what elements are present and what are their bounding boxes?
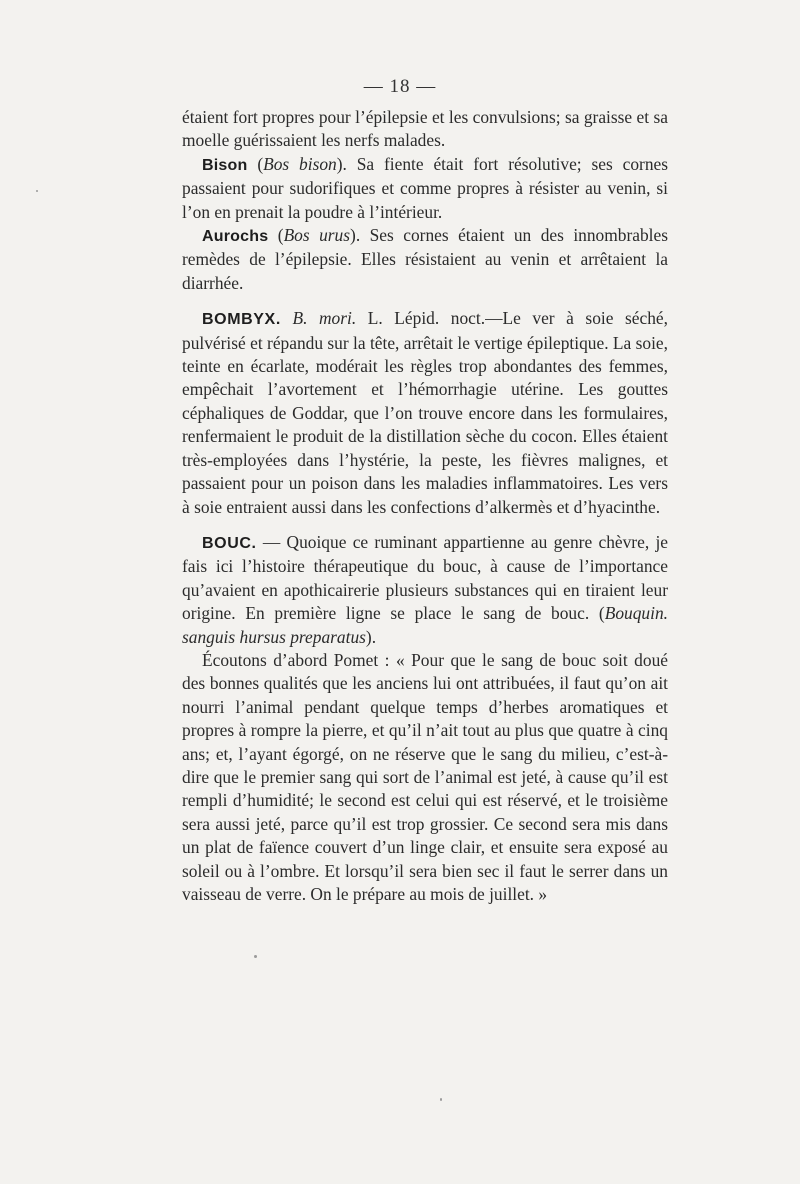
paragraph-text: . Ses cornes étaient un des innombrables remèdes de l’épilepsie. Elles résistaient au venin et arrêtaient la diarrhée. xyxy=(182,225,668,293)
paragraph-text: L. Lépid. noct.—Le ver à soie séché, pulvérisé et répandu sur la tête, arrêtait le vertige épileptique. La soie, teinte en écarlate, modérait les règles trop abondantes des femmes, empêchait l’avortement et l’hémorrhagie utérine. Les gouttes céphaliques de Goddar, que l’on trouve encore dans les formulaires, renfermaient le produit de la distillation sèche du cocon. Elles étaient très-employées dans l’hystérie, la peste, les fièvres malignes, et passaient pour un poison dans les maladies inflammatoires. Les vers à soie entraient aussi dans les confections d’alkermès et d’hyacinthe. xyxy=(182,308,668,517)
paragraph-bouc xyxy=(182,531,668,649)
paper-speck xyxy=(440,1098,442,1101)
latin-name: B. mori. xyxy=(280,308,357,329)
entry-heading-aurochs: Aurochs xyxy=(202,228,269,246)
entry-heading-bison: Bison xyxy=(202,156,248,174)
paper-speck xyxy=(36,190,38,192)
entry-heading-bouc: BOUC. xyxy=(202,534,257,552)
paragraph-aurochs xyxy=(182,224,668,295)
paragraph-text: étaient fort propres pour l’épilepsie et les convulsions; sa graisse et sa moelle guérissaient les nerfs malades. xyxy=(182,107,668,151)
paren-open: ( xyxy=(268,225,284,246)
latin-name: Bos urus xyxy=(283,225,351,246)
paragraph-end: . xyxy=(371,626,377,647)
paragraph-graisse xyxy=(182,106,668,153)
paragraph-pomet-quote xyxy=(182,649,668,906)
paragraph-text: . Sa fiente était fort résolutive; ses cornes passaient pour sudorifiques et comme propres à résister au venin, si l’on en prenait la poudre à l’intérieur. xyxy=(182,153,668,222)
paper-speck xyxy=(254,955,257,958)
paren-close: ) xyxy=(350,225,356,246)
paren-close: ) xyxy=(336,153,343,174)
entry-heading-bombyx: BOMBYX. xyxy=(202,311,281,329)
latin-name: Bouquin. sanguis hursus preparatus xyxy=(182,603,668,647)
paren-open: ( xyxy=(589,603,605,624)
paragraph-text: Écoutons d’abord Pomet : « Pour que le sang de bouc soit doué des bonnes qualités que les anciens lui ont attribuées, il faut qu’on ait nourri l’animal pendant quelque temps d’herbes aromatiques et propres à rompre la pierre, et qu’il n’ait tout au plus que quatre à cinq ans; et, l’ayant égorgé, on ne réserve que le sang du milieu, c’est-à-dire que le premier sang qui sort de l’animal est jeté, à cause qu’il est rempli d’humidité; le second est celui qui est réservé, et le troisième sera aussi jeté, parce qu’il est trop grossier. Ce second sera mis dans un plat de faïence couvert d’un linge clair, et ensuite sera exposé au soleil ou à l’ombre. Et lorsqu’il sera bien sec il faut le serrer dans un vaisseau de verre. On le prépare au mois de juillet. » xyxy=(182,649,668,904)
paragraph-bombyx xyxy=(182,307,668,519)
page-number: — 18 — xyxy=(363,76,437,97)
paren-close: ) xyxy=(365,626,372,647)
body-text xyxy=(182,106,668,906)
latin-name: Bos bison xyxy=(263,153,337,174)
paragraph-bison xyxy=(182,153,668,224)
paren-open: ( xyxy=(247,153,264,174)
paragraph-text: — Quoique ce ruminant appartienne au genre chèvre, je fais ici l’histoire thérapeutique du bouc, à cause de l’importance qu’avaient en apothicairerie plusieurs substances qui en tiraient leur origine. En première ligne se place le sang de bouc. xyxy=(182,531,668,624)
